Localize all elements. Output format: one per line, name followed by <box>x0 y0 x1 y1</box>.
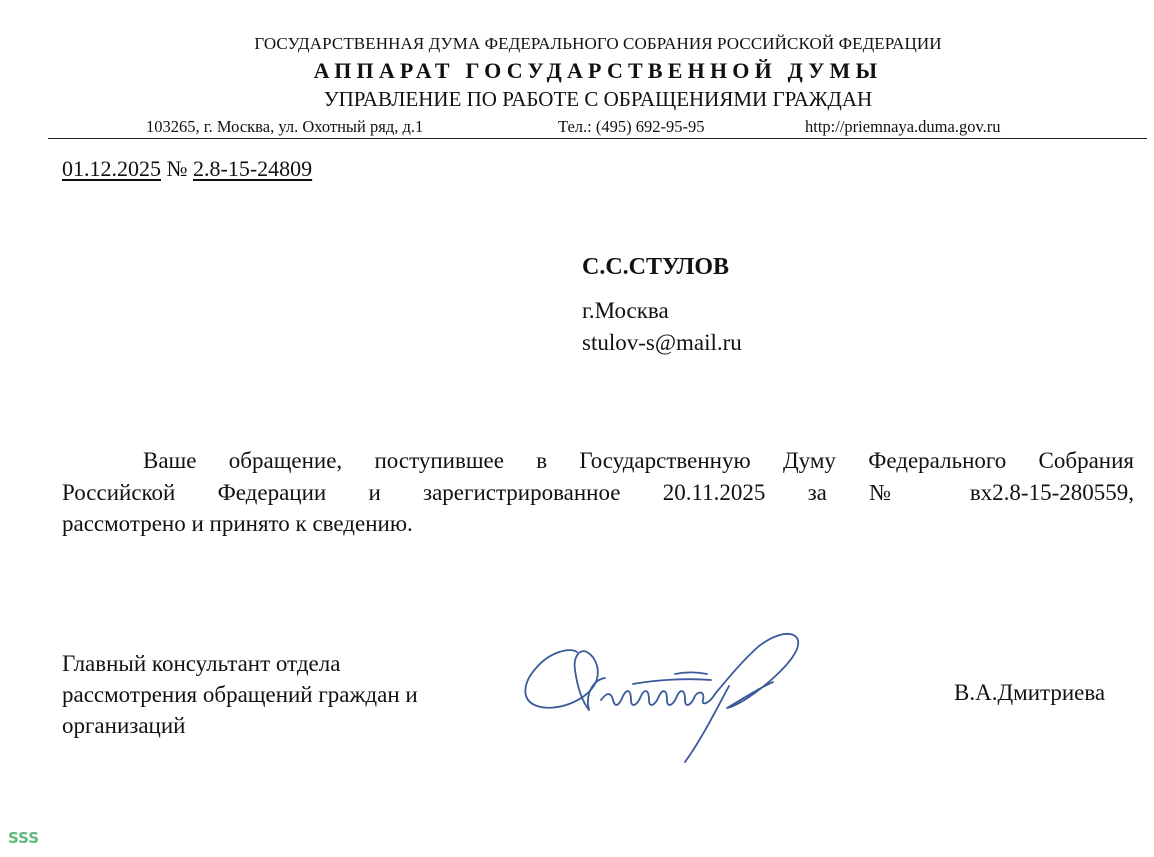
letterhead-phone: Тел.: (495) 692-95-95 <box>558 117 705 136</box>
signer-title <box>62 648 418 741</box>
letterhead-divider <box>48 138 1147 139</box>
letterhead-address: 103265, г. Москва, ул. Охотный ряд, д.1 <box>146 117 424 136</box>
registration-date: 01.12.2025 <box>62 156 161 181</box>
registration-line <box>62 156 312 182</box>
handwritten-signature <box>515 622 815 772</box>
letterhead-line1: ГОСУДАРСТВЕННАЯ ДУМА ФЕДЕРАЛЬНОГО СОБРАНИЯ РОССИЙСКОЙ ФЕДЕРАЦИИ <box>254 34 942 53</box>
corner-watermark: SSS <box>8 829 40 847</box>
signer-name: В.А.Дмитриева <box>954 680 1106 705</box>
letterhead-website: http://priemnaya.duma.gov.ru <box>805 117 1001 136</box>
registration-number-sign: № <box>166 156 188 181</box>
recipient-city: г.Москва <box>582 298 669 323</box>
letter-body <box>62 445 1134 540</box>
letterhead-line2: АППАРАТ ГОСУДАРСТВЕННОЙ ДУМЫ <box>313 58 883 83</box>
body-line-3: рассмотрено и принято к сведению. <box>62 511 413 536</box>
recipient-name: С.С.СТУЛОВ <box>582 254 730 280</box>
body-line-2: Российской Федерации и зарегистрированное 20.11.2025 за № вх2.8-15-280559, <box>62 479 1134 505</box>
registration-number: 2.8-15-24809 <box>193 156 313 181</box>
body-line-1: Ваше обращение, поступившее в Государственную Думу Федерального Собрания <box>143 448 1134 473</box>
letterhead-line3: УПРАВЛЕНИЕ ПО РАБОТЕ С ОБРАЩЕНИЯМИ ГРАЖДАН <box>323 87 873 111</box>
signer-title-line2: рассмотрения обращений граждан и <box>62 682 418 707</box>
recipient-email: stulov-s@mail.ru <box>582 330 742 355</box>
signer-title-line1: Главный консультант отдела <box>62 651 341 676</box>
signer-title-line3: организаций <box>62 713 186 738</box>
